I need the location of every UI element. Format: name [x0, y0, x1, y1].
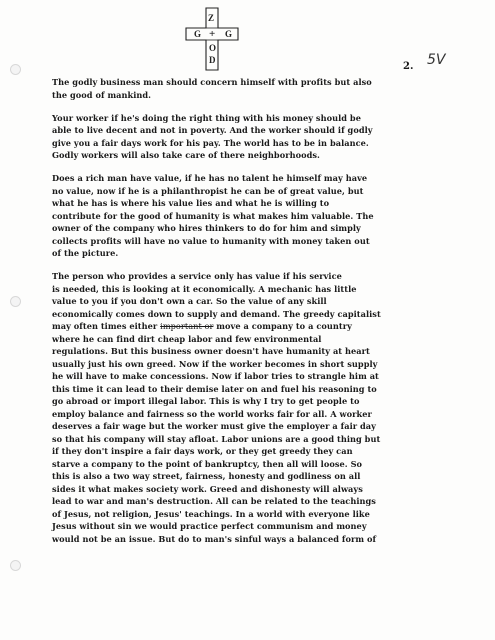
text-line: starve a company to the point of bankruptcy, then all will loose. So [52, 458, 363, 469]
text-line: Your worker if he's doing the right thing with his money should be [52, 112, 361, 123]
text-line: value to you if you don't own a car. So the value of any skill [52, 296, 327, 306]
emblem-letter-bottom-1: O [209, 43, 217, 53]
paragraph [52, 112, 474, 162]
emblem-letter-right: G [225, 29, 233, 39]
punch-hole [10, 64, 21, 75]
text-line: would not be an issue. But do to man's sinful ways a balanced form of [52, 533, 377, 544]
emblem-letter-left: G [194, 29, 202, 39]
text-line: The godly business man should concern himself with profits but also [52, 77, 372, 87]
text-line: employ balance and fairness so the world works fair for all. A worker [52, 408, 372, 419]
text-line: contribute for the good of humanity is what makes him valuable. The [52, 210, 374, 221]
text-line: The person who provides a service only has value if his service [52, 271, 342, 281]
text-line: collects profits will have no value to humanity with money taken out [52, 235, 370, 246]
paragraph [52, 76, 474, 101]
punch-hole [10, 296, 21, 307]
text-line: go abroad or import illegal labor. This is why I try to get people to [52, 396, 360, 406]
text-line: economically comes down to supply and demand. The greedy capitalist [52, 308, 381, 319]
text-line: Jesus without sin we would practice perfect communism and money [52, 521, 367, 531]
text-line: is needed, this is looking at it economically. A mechanic has little [52, 283, 357, 294]
text-line: Godly workers will also take care of there neighborhoods. [52, 150, 320, 160]
text-line: owner of the company who hires thinkers to do for him and simply [52, 223, 361, 233]
text-line: the good of mankind. [52, 89, 152, 100]
text-line: no value, now if he is a philanthropist he can be of great value, but [52, 185, 364, 196]
text-line: may often times either important or move a company to a country [52, 321, 352, 331]
text-line: of Jesus, not religion, Jesus' teachings. In a world with everyone like [52, 508, 370, 519]
text-line: usually just his own greed. Now if the worker becomes in short supply [52, 358, 378, 369]
text-line: where he can find dirt cheap labor and few environmental [52, 333, 322, 344]
letter-body [52, 76, 474, 556]
text-line: of the picture. [52, 248, 119, 258]
text-line: this time it can lead to their demise later on and fuel his reasoning to [52, 383, 377, 394]
text-line: he will have to make concessions. Now if labor tries to strangle him at [52, 371, 379, 381]
struck-text: important or [160, 321, 214, 331]
text-line: this is also a two way street, fairness, honesty and godliness on all [52, 471, 361, 481]
text-line: able to live decent and not in poverty. And the worker should if godly [52, 125, 373, 135]
text-line: sides it what makes society work. Greed and dishonesty will always [52, 483, 363, 494]
cross-emblem [184, 6, 240, 72]
text-line: lead to war and man's destruction. All can be related to the teachings [52, 496, 376, 506]
page-number: 2. [403, 61, 414, 72]
text-line: so that his company will stay afloat. Labor unions are a good thing but [52, 433, 381, 444]
text-line: deserves a fair wage but the worker must give the employer a fair day [52, 421, 376, 431]
text-line: if they don't inspire a fair days work, or they get greedy they can [52, 446, 353, 456]
text-line: Does a rich man have value, if he has no talent he himself may have [52, 173, 368, 183]
emblem-letter-bottom-2: D [209, 55, 216, 65]
paragraph [52, 270, 474, 545]
emblem-letter-top: Z [208, 13, 215, 23]
text-line: regulations. But this business owner doesn't have humanity at heart [52, 346, 370, 356]
emblem-center-cross: + [209, 28, 216, 40]
handwritten-mark: 5V [427, 52, 446, 68]
text-line: what he has is where his value lies and what he is willing to [52, 198, 330, 208]
paragraph [52, 172, 474, 260]
punch-hole [10, 560, 21, 571]
text-line: give you a fair days work for his pay. The world has to be in balance. [52, 137, 369, 148]
